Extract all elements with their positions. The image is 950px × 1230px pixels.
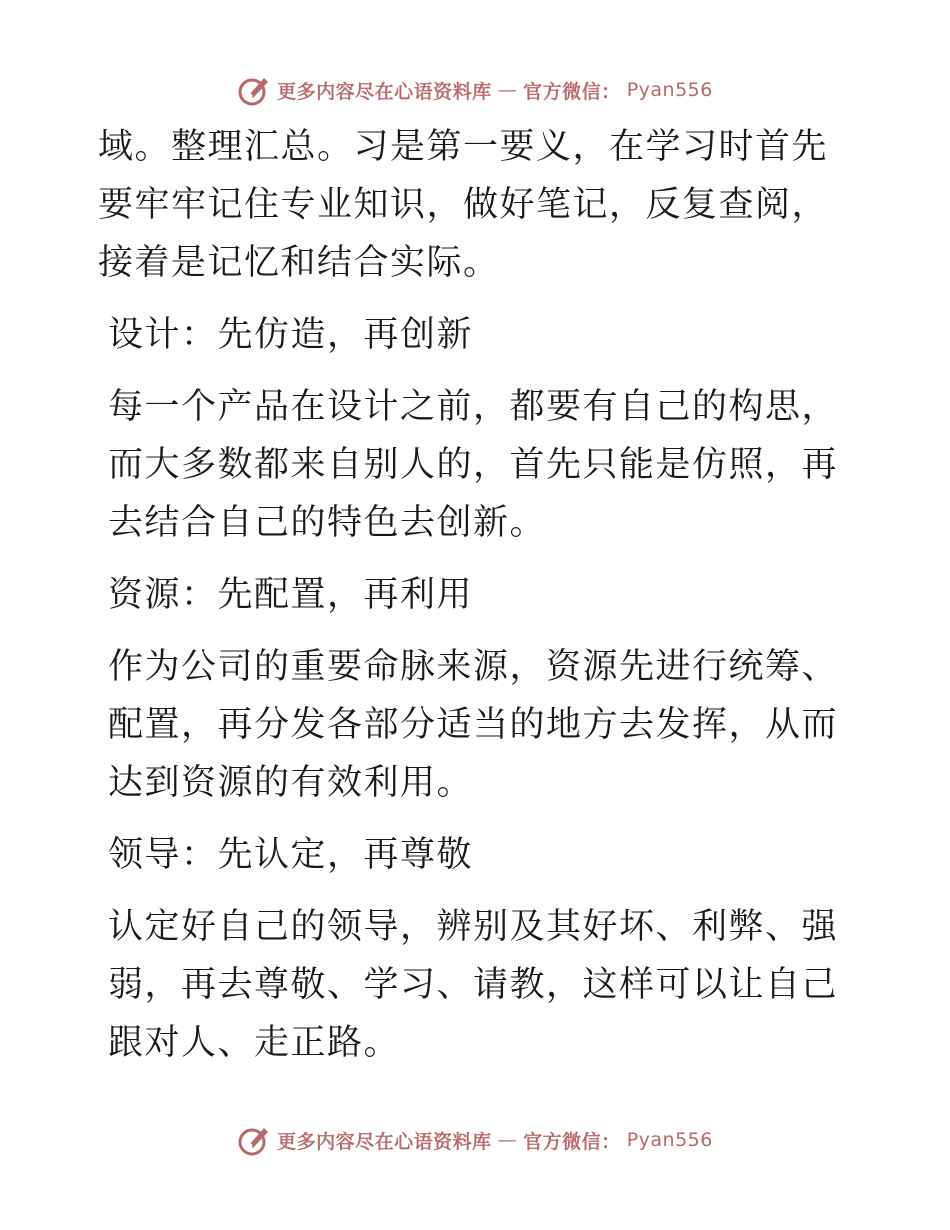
paragraph-design: 每一个产品在设计之前，都要有自己的构思，而大多数都来自别人的，首先只能是仿照，再去结合自己的特色去创新。: [108, 387, 839, 543]
section-heading-resources: 资源：先配置，再利用: [108, 575, 474, 615]
header-banner: [0, 70, 950, 110]
banner-wechat-id: Pyan556: [626, 1129, 713, 1151]
paragraph-resources: 作为公司的重要命脉来源，资源先进行统筹、配置，再分发各部分适当的地方去发挥，从而达到资源的有效利用。: [108, 647, 839, 803]
banner-text: 更多内容尽在心语资料库: [277, 1130, 492, 1153]
section-heading-design: 设计：先仿造，再创新: [108, 315, 474, 355]
banner-separator: —: [497, 1129, 518, 1151]
header-banner-content: [237, 73, 713, 107]
footer-banner: [0, 1120, 950, 1160]
section-heading-leadership: 领导：先认定，再尊敬: [108, 835, 474, 875]
banner-wechat-id: Pyan556: [626, 79, 713, 101]
paragraph-leadership: 认定好自己的领导，辨别及其好坏、利弊、强弱，再去尊敬、学习、请教，这样可以让自己跟对人、走正路。: [108, 907, 839, 1063]
banner-wechat-label: 官方微信：: [523, 80, 621, 103]
document-body: [98, 118, 858, 1086]
banner-wechat-label: 官方微信：: [523, 1130, 621, 1153]
footer-banner-content: [237, 1123, 713, 1157]
banner-text: 更多内容尽在心语资料库: [277, 80, 492, 103]
pen-nib-circle-icon: [237, 1123, 271, 1157]
pen-nib-circle-icon: [237, 73, 271, 107]
banner-separator: —: [497, 79, 518, 101]
paragraph-intro: 域。整理汇总。习是第一要义，在学习时首先要牢牢记住专业知识，做好笔记，反复查阅，接着是记忆和结合实际。: [98, 127, 829, 283]
